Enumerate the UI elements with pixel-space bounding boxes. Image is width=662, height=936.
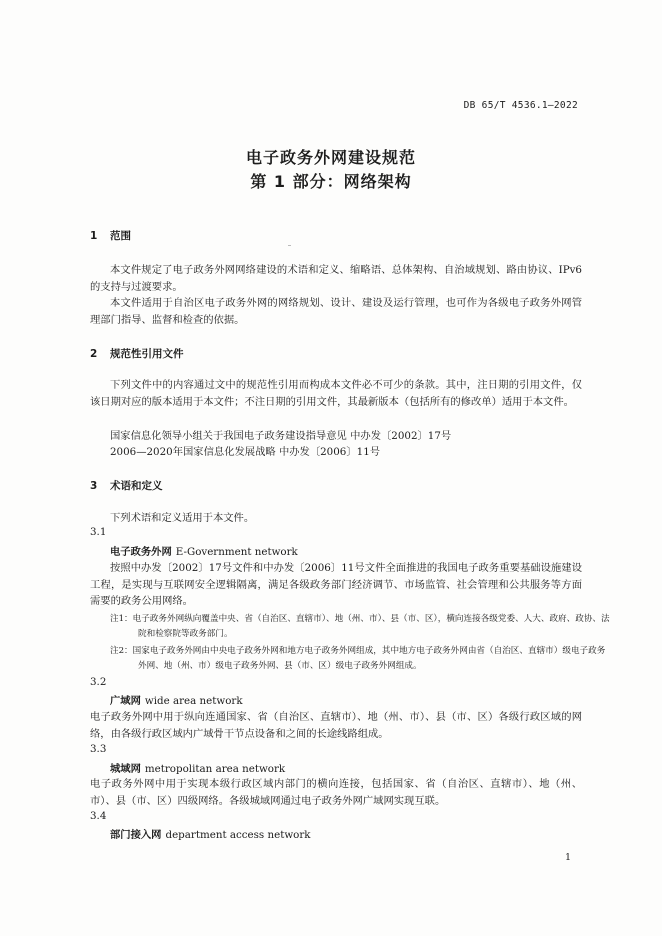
paragraph: 本文件规定了电子政务外网网络建设的术语和定义、缩略语、总体架构、自治域规划、路由协议、IPv6的支持与过渡要求。 bbox=[90, 264, 582, 293]
paragraph: 下列文件中的内容通过文中的规范性引用而构成本文件必不可少的条款。其中，注日期的引用文件，仅该日期对应的版本适用于本文件；不注日期的引用文件，其最新版本（包括所有的修改单）适用于本文件。 bbox=[90, 379, 582, 408]
section-number: 2 bbox=[90, 348, 98, 360]
term-en: wide area network bbox=[144, 695, 243, 707]
term-heading bbox=[110, 543, 298, 558]
term-en: metropolitan area network bbox=[144, 763, 286, 775]
section-1-heading bbox=[90, 228, 131, 243]
term-zh: 城域网 bbox=[110, 763, 141, 775]
term-heading bbox=[110, 692, 243, 707]
term-number: 3.3 bbox=[90, 743, 107, 755]
title-main: 电子政务外网建设规范 bbox=[245, 148, 416, 167]
term-en: E-Government network bbox=[175, 546, 298, 558]
section-title: 规范性引用文件 bbox=[110, 348, 184, 360]
term-number: 3.4 bbox=[90, 810, 107, 822]
section-2-heading bbox=[90, 346, 184, 361]
section-number: 1 bbox=[90, 230, 98, 242]
term-definition: 电子政务外网中用于实现本级行政区域内部门的横向连接，包括国家、省（自治区、直辖市）、地（州、市）、县（市、区）四级网络。各级城域网通过电子政务外网广域网实现互联。 bbox=[90, 778, 582, 807]
term-heading bbox=[110, 826, 311, 841]
term-en: department access network bbox=[165, 829, 311, 841]
standard-code: DB 65/T 4536.1—2022 bbox=[463, 100, 578, 111]
term-zh: 电子政务外网 bbox=[110, 546, 172, 558]
term-number: 3.1 bbox=[90, 526, 107, 538]
term-definition: 电子政务外网中用于纵向连通国家、省（自治区、直辖市）、地（州、市）、县（市、区）各级行政区域的网络，由各级行政区域内广域骨干节点设备和之间的长途线路组成。 bbox=[90, 711, 582, 740]
section-title: 范围 bbox=[110, 230, 131, 242]
term-number: 3.2 bbox=[90, 676, 107, 688]
title-sub: 第 1 部分：网络架构 bbox=[250, 172, 412, 191]
reference-item: 2006—2020年国家信息化发展战略 中办发〔2006〕11号 bbox=[110, 446, 381, 458]
term-zh: 部门接入网 bbox=[110, 829, 162, 841]
reference-item: 国家信息化领导小组关于我国电子政务建设指导意见 中办发〔2002〕17号 bbox=[110, 430, 452, 442]
term-note: 注1：电子政务外网纵向覆盖中央、省（自治区、直辖市）、地（州、市）、县（市、区），横向连接各级党委、人大、政府、政协、法院和检察院等政务部门。 bbox=[110, 614, 610, 639]
section-3-heading bbox=[90, 478, 163, 493]
page-number: 1 bbox=[565, 852, 572, 863]
term-note: 注2：国家电子政务外网由中央电子政务外网和地方电子政务外网组成，其中地方电子政务外网由省（自治区、直辖市）级电子政务外网、地（州、市）级电子政务外网、县（市、区）级电子政务外网组成。 bbox=[110, 646, 606, 671]
section-title: 术语和定义 bbox=[110, 480, 163, 492]
term-definition: 按照中办发〔2002〕17号文件和中办发〔2006〕11号文件全面推进的我国电子政务重要基础设施建设工程，是实现与互联网安全逻辑隔离，满足各级政务部门经济调节、市场监管、社会管理和公共服务等方面需要的政务公用网络。 bbox=[90, 562, 582, 607]
term-zh: 广域网 bbox=[110, 695, 141, 707]
section-number: 3 bbox=[90, 480, 98, 492]
paragraph: 本文件适用于自治区电子政务外网的网络规划、设计、建设及运行管理，也可作为各级电子政务外网管理部门指导、监督和检查的依据。 bbox=[90, 297, 582, 326]
section-intro: 下列术语和定义适用于本文件。 bbox=[110, 512, 255, 524]
document-title bbox=[0, 146, 662, 194]
scan-speck bbox=[288, 245, 291, 246]
term-heading bbox=[110, 760, 285, 775]
